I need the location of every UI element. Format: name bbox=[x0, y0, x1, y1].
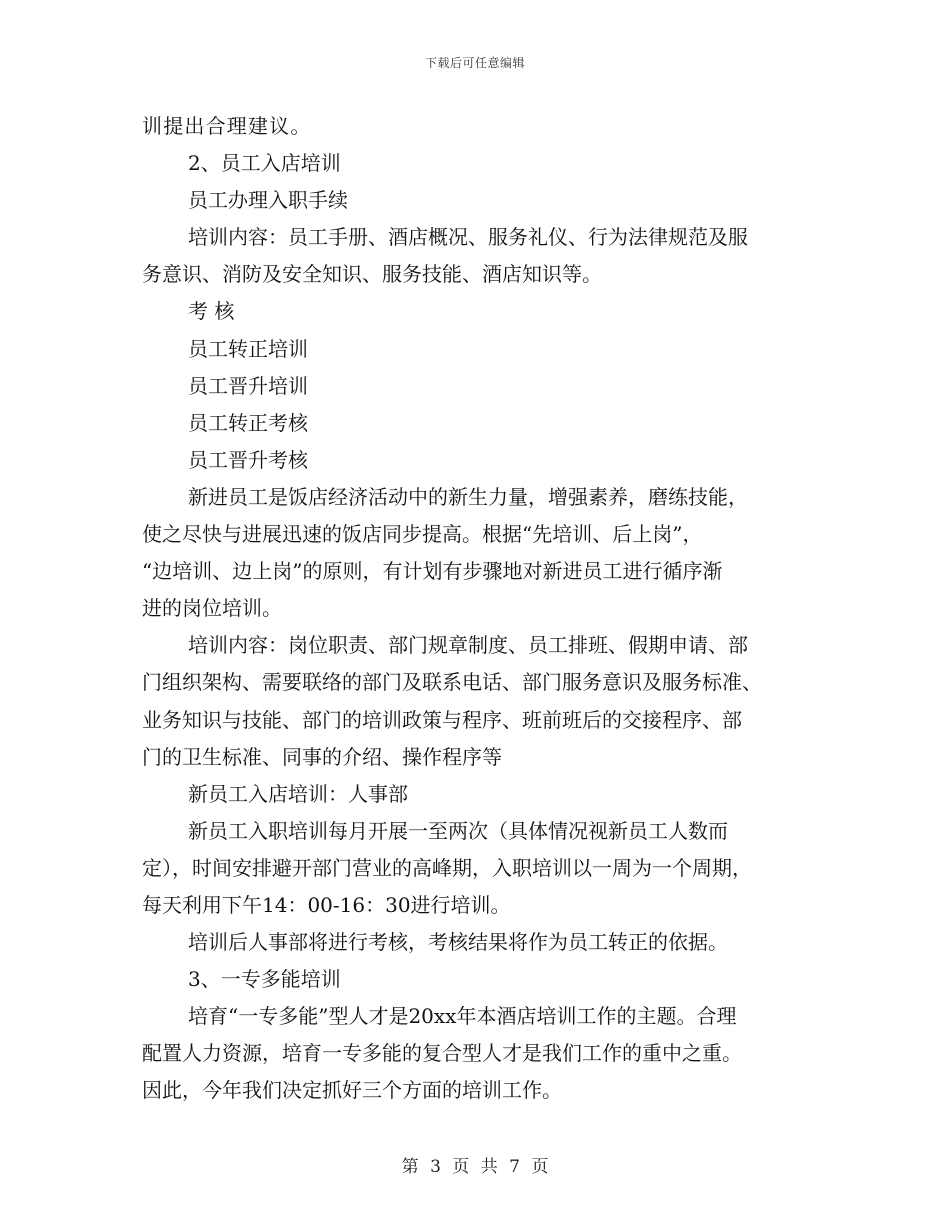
text-line: 使之尽快与进展迅速的饭店同步提高。根据“先培训、后上岗”， bbox=[142, 522, 703, 547]
text-line: 培育“一专多能”型人才是20xx年本酒店培训工作的主题。合理 bbox=[188, 1004, 737, 1029]
text-line: 进的岗位培训。 bbox=[142, 596, 282, 621]
text-line: 员工转正培训 bbox=[188, 336, 308, 361]
text-line: 员工转正考核 bbox=[188, 410, 308, 435]
text-line: 门的卫生标准、同事的介绍、操作程序等 bbox=[142, 744, 502, 769]
text-line: 因此，今年我们决定抓好三个方面的培训工作。 bbox=[142, 1078, 562, 1103]
document-body bbox=[142, 108, 808, 1110]
text-line: 考 核 bbox=[188, 299, 235, 324]
text-line: 训提出合理建议。 bbox=[142, 114, 312, 138]
text-line: 员工办理入职手续 bbox=[188, 188, 348, 213]
text-line: 培训后人事部将进行考核，考核结果将作为员工转正的依据。 bbox=[188, 930, 728, 955]
text-line: 每天利用下午14：00-16：30进行培训。 bbox=[142, 892, 511, 917]
text-line: 业务知识与技能、部门的培训政策与程序、班前班后的交接程序、部 bbox=[142, 707, 742, 732]
text-line: 新员工入职培训每月开展一至两次（具体情况视新员工人数而 bbox=[188, 818, 728, 843]
text-line: 员工晋升考核 bbox=[188, 447, 308, 472]
page-footer: 第 3 页 共 7 页 bbox=[401, 1157, 549, 1177]
page-header: 下载后可任意编辑 bbox=[424, 56, 525, 70]
text-line: 员工晋升培训 bbox=[188, 373, 308, 398]
section-heading: 2、员工入店培训 bbox=[188, 151, 341, 176]
text-line: 新进员工是饭店经济活动中的新生力量，增强素养，磨练技能， bbox=[188, 484, 748, 509]
text-line: 定），时间安排避开部门营业的高峰期，入职培训以一周为一个周期， bbox=[142, 855, 752, 880]
text-line: 务意识、消防及安全知识、服务技能、酒店知识等。 bbox=[142, 262, 602, 287]
text-line: 培训内容：岗位职责、部门规章制度、员工排班、假期申请、部 bbox=[188, 633, 748, 658]
section-heading: 3、一专多能培训 bbox=[188, 967, 341, 992]
text-line: 配置人力资源，培育一专多能的复合型人才是我们工作的重中之重。 bbox=[142, 1041, 742, 1066]
text-line: 培训内容：员工手册、酒店概况、服务礼仪、行为法律规范及服 bbox=[188, 225, 748, 250]
text-line: 新员工入店培训：人事部 bbox=[188, 781, 408, 806]
text-line: 门组织架构、需要联络的部门及联系电话、部门服务意识及服务标准、 bbox=[142, 670, 762, 695]
text-line: “边培训、边上岗”的原则，有计划有步骤地对新进员工进行循序渐 bbox=[142, 559, 723, 584]
